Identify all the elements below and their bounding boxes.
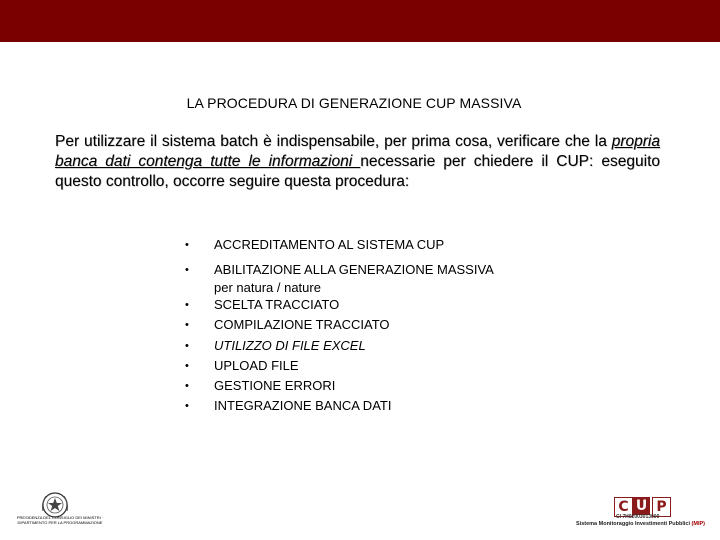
cup-code: CI 7H02003013000 bbox=[616, 514, 660, 520]
bullet-icon: • bbox=[185, 360, 189, 372]
slide-title: LA PROCEDURA DI GENERAZIONE CUP MASSIVA bbox=[186, 95, 522, 111]
bullet-icon: • bbox=[185, 319, 189, 331]
cup-letter-c: C bbox=[614, 497, 633, 517]
cup-caption: Sistema Monitoraggio Investimenti Pubblici (MIP) bbox=[576, 521, 705, 527]
bullet-icon: • bbox=[185, 340, 189, 352]
cup-letter-p: P bbox=[652, 497, 671, 517]
bullet-icon: • bbox=[185, 239, 189, 251]
bullet-icon: • bbox=[185, 299, 189, 311]
bullet-icon: • bbox=[185, 380, 189, 392]
emblem-caption: PRESIDENZA DEL CONSIGLIO DEI MINISTRI · DIPARTIMENTO PER LA PROGRAMMAZIONE bbox=[16, 515, 104, 525]
intro-paragraph: Per utilizzare il sistema batch è indispensabile, per prima cosa, verificare che la propria banca dati contenga tutte le informazioni necessarie per chiedere il CUP: eseguito questo controllo, occorre seguire questa procedura: bbox=[55, 133, 660, 190]
header-bar bbox=[0, 0, 720, 42]
bullet-icon: • bbox=[185, 264, 189, 276]
underlined-phrase: propria banca dati contenga tutte le informazioni bbox=[55, 133, 660, 170]
cup-letter-u: U bbox=[633, 497, 650, 515]
cup-logo bbox=[614, 497, 670, 515]
bullet-icon: • bbox=[185, 400, 189, 412]
